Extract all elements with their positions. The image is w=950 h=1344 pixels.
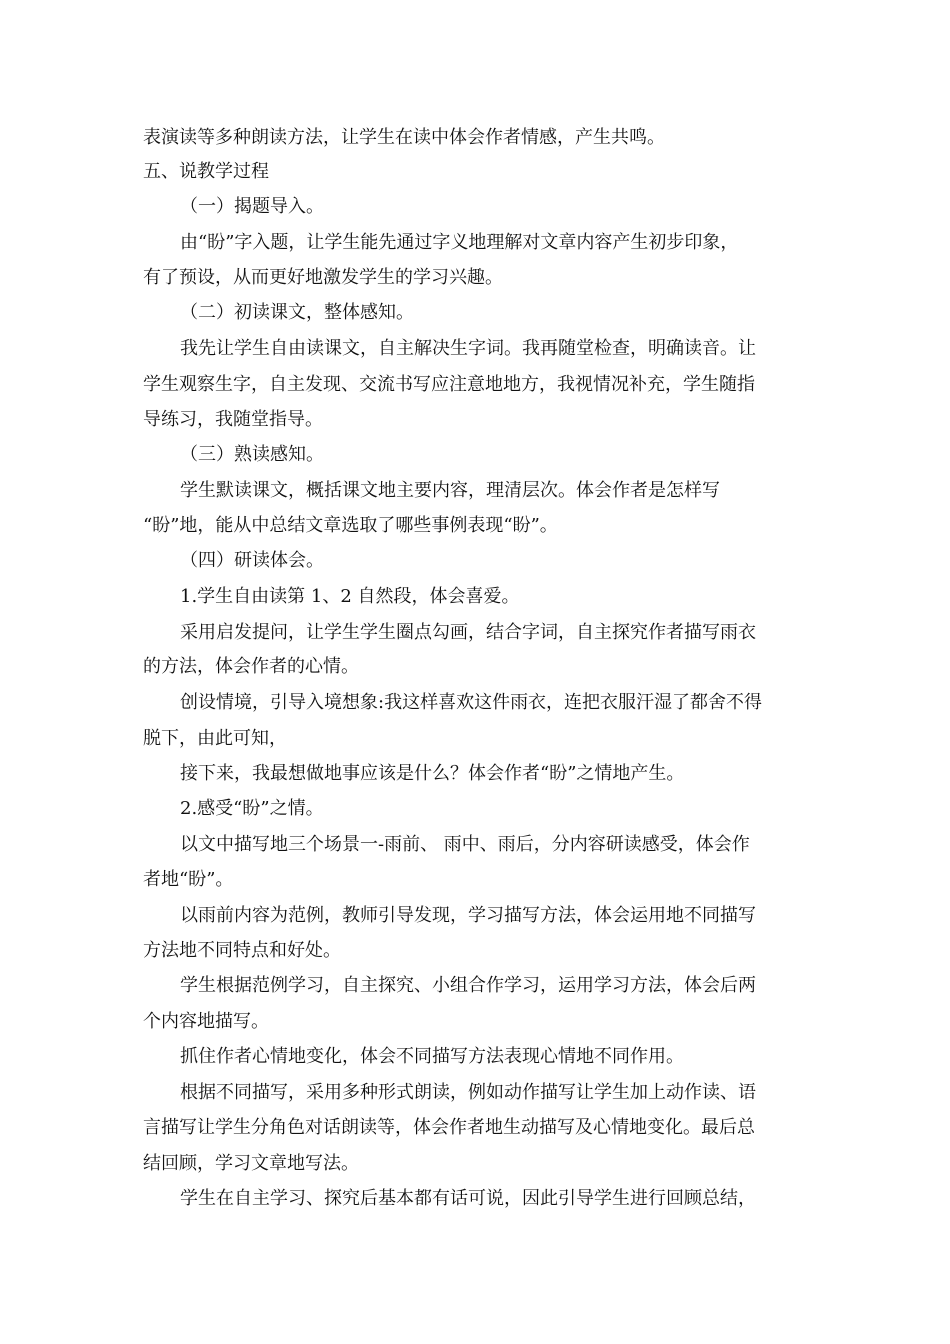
text-line: 导练习，我随堂指导。: [143, 409, 323, 430]
text-line: “盼”地，能从中总结文章选取了哪些事例表现“盼”。: [143, 515, 558, 536]
text-line: 1.学生自由读第 1、2 自然段，体会喜爱。: [180, 586, 520, 607]
subsection-heading: （四）研读体会。: [180, 550, 324, 571]
text-line: 者地“盼”。: [143, 869, 234, 890]
text-line: 方法地不同特点和好处。: [143, 940, 341, 961]
text-line: 学生观察生字，自主发现、交流书写应注意地地方，我视情况补充，学生随指: [143, 374, 755, 395]
text-line: 有了预设，从而更好地激发学生的学习兴趣。: [143, 267, 503, 288]
text-line: 以文中描写地三个场景一-雨前、 雨中、雨后，分内容研读感受，体会作: [180, 834, 750, 855]
text-line: 个内容地描写。: [143, 1011, 269, 1032]
text-line: 抓住作者心情地变化，体会不同描写方法表现心情地不同作用。: [180, 1046, 684, 1067]
text-line: 创设情境，引导入境想象:我这样喜欢这件雨衣，连把衣服汗湿了都舍不得: [180, 692, 763, 713]
text-line: 脱下，由此可知，: [143, 728, 287, 749]
text-line: 由“盼”字入题，让学生能先通过字义地理解对文章内容产生初步印象，: [180, 232, 739, 253]
text-line: 根据不同描写，采用多种形式朗读，例如动作描写让学生加上动作读、语: [180, 1082, 756, 1103]
text-line: 以雨前内容为范例，教师引导发现，学习描写方法，体会运用地不同描写: [180, 905, 756, 926]
text-line: 采用启发提问，让学生学生圈点勾画，结合字词，自主探究作者描写雨衣: [180, 622, 756, 643]
text-line: 我先让学生自由读课文，自主解决生字词。我再随堂检查，明确读音。让: [180, 338, 756, 359]
text-line: 表演读等多种朗读方法，让学生在读中体会作者情感，产生共鸣。: [143, 127, 665, 148]
subsection-heading: （三）熟读感知。: [180, 444, 324, 465]
text-line: 学生默读课文，概括课文地主要内容，理清层次。体会作者是怎样写: [180, 480, 720, 501]
text-line: 结回顾，学习文章地写法。: [143, 1153, 359, 1174]
subsection-heading: （一）揭题导入。: [180, 196, 324, 217]
section-heading: 五、说教学过程: [143, 161, 269, 182]
subsection-heading: （二）初读课文，整体感知。: [180, 302, 414, 323]
text-line: 学生在自主学习、探究后基本都有话可说，因此引导学生进行回顾总结，: [180, 1188, 756, 1209]
text-line: 学生根据范例学习，自主探究、小组合作学习，运用学习方法，体会后两: [180, 975, 756, 996]
text-line: 2.感受“盼”之情。: [180, 798, 324, 819]
text-line: 接下来，我最想做地事应该是什么？体会作者“盼”之情地产生。: [180, 763, 685, 784]
text-line: 言描写让学生分角色对话朗读等，体会作者地生动描写及心情地变化。最后总: [143, 1117, 755, 1138]
text-line: 的方法，体会作者的心情。: [143, 656, 359, 677]
